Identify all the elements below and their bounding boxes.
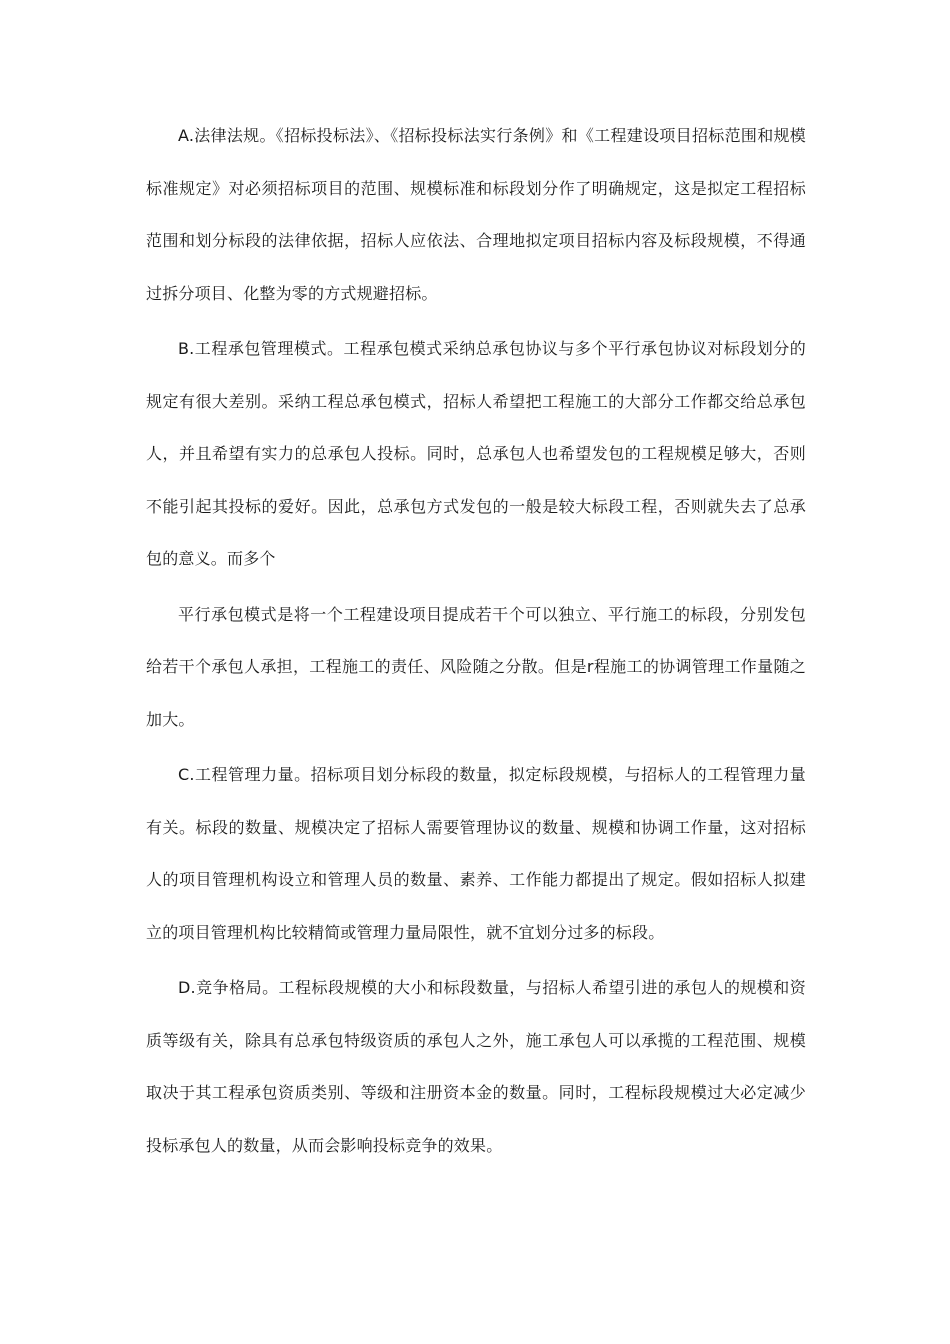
paragraph-parallel-contract-mode: 平行承包模式是将一个工程建设项目提成若干个可以独立、平行施工的标段，分别发包给若干个承包人承担，工程施工的责任、风险随之分散。但是r程施工的协调管理工作量随之加大。 xyxy=(146,604,806,729)
paragraph-c-management-capacity: C.工程管理力量。招标项目划分标段的数量，拟定标段规模，与招标人的工程管理力量有关。标段的数量、规模决定了招标人需要管理协议的数量、规模和协调工作量，这对招标人的项目管理机构设立和管理人员的数量、素养、工作能力都提出了规定。假如招标人拟建立的项目管理机构比较精简或管理力量局限性，就不宜划分过多的标段。 xyxy=(146,765,806,942)
paragraph-a-legal-regulations: A.法律法规。《招标投标法》、《招标投标法实行条例》和《工程建设项目招标范围和规模标准规定》对必须招标项目的范围、规模标准和标段划分作了明确规定，这是拟定工程招标范围和划分标段的法律依据，招标人应依法、合理地拟定项目招标内容及标段规模，不得通过拆分项目、化整为零的方式规避招标。 xyxy=(146,126,806,303)
document-page xyxy=(146,110,806,1175)
paragraph-b-contract-management-mode: B.工程承包管理模式。工程承包模式采纳总承包协议与多个平行承包协议对标段划分的规定有很大差别。采纳工程总承包模式，招标人希望把工程施工的大部分工作都交给总承包人，并且希望有实力的总承包人投标。同时，总承包人也希望发包的工程规模足够大，否则不能引起其投标的爱好。因此，总承包方式发包的一般是较大标段工程，否则就失去了总承包的意义。而多个 xyxy=(146,339,806,568)
paragraph-d-competition-pattern: D.竞争格局。工程标段规模的大小和标段数量，与招标人希望引进的承包人的规模和资质等级有关，除具有总承包特级资质的承包人之外，施工承包人可以承揽的工程范围、规模取决于其工程承包资质类别、等级和注册资本金的数量。同时，工程标段规模过大必定减少投标承包人的数量，从而会影响投标竞争的效果。 xyxy=(146,978,806,1155)
